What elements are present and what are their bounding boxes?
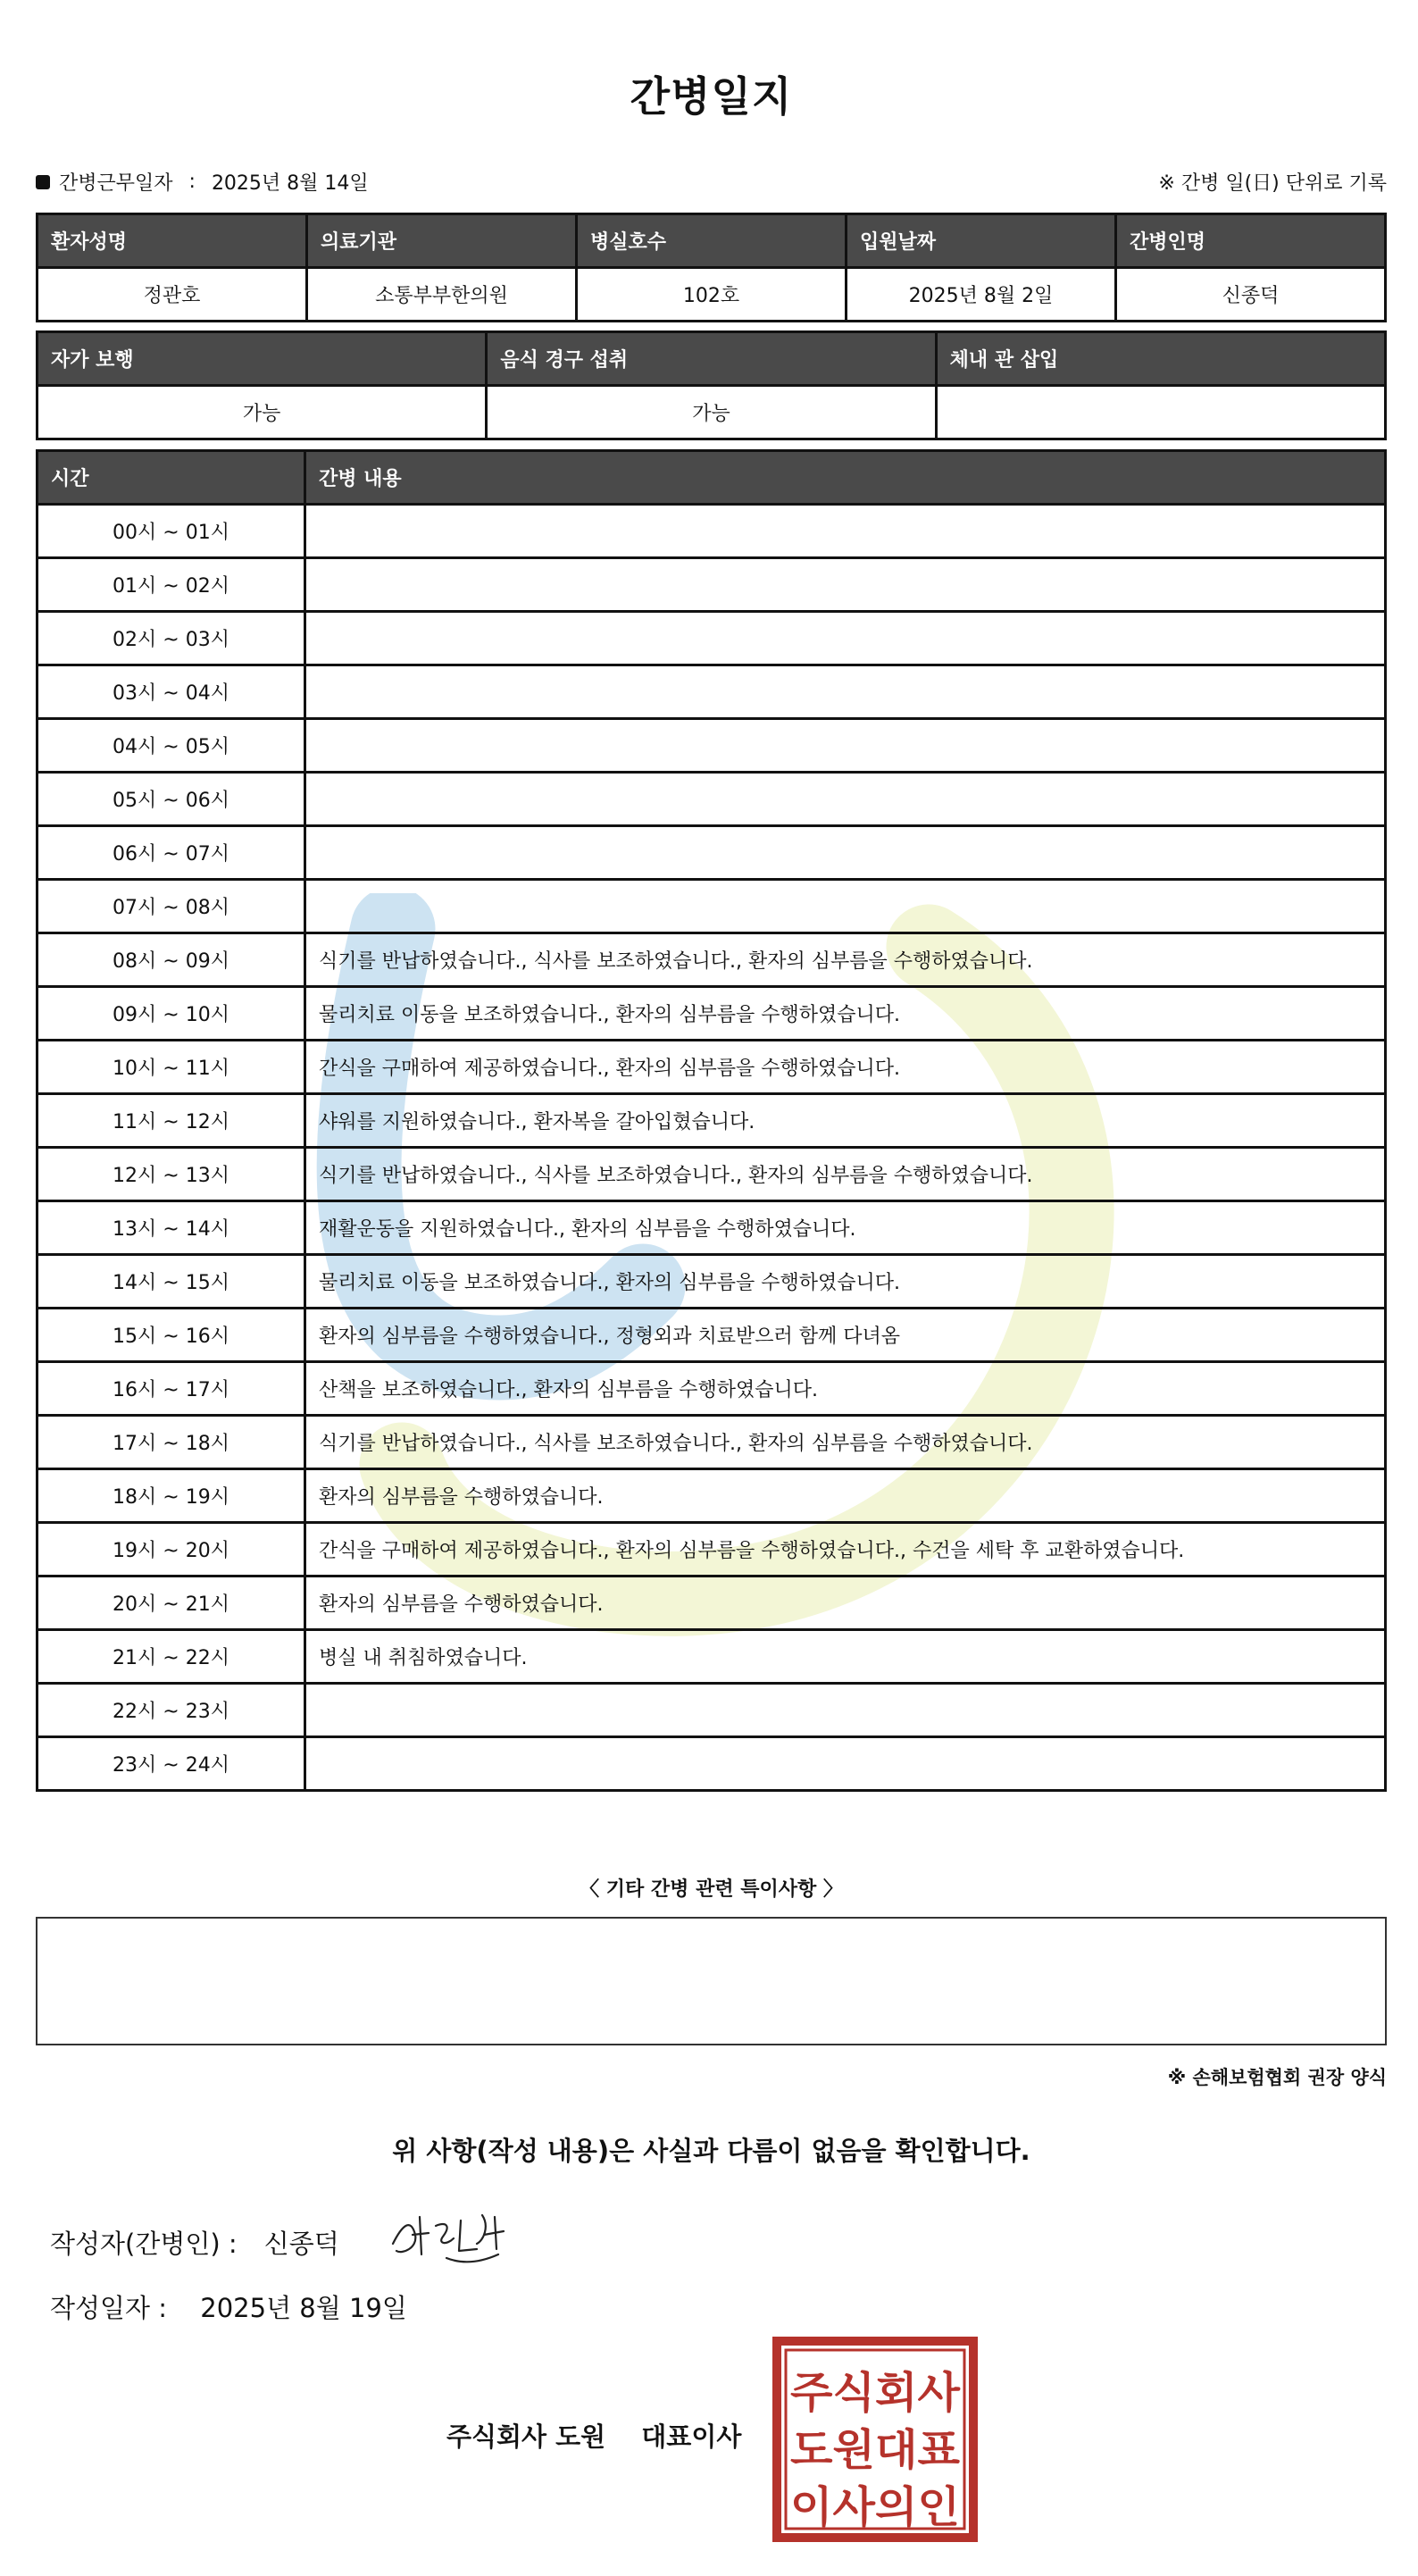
square-bullet-icon: [36, 175, 50, 189]
log-row: [38, 1469, 1386, 1523]
notes-box: [36, 1917, 1387, 2045]
patient-info-table: [36, 213, 1387, 322]
meta-row: [36, 168, 1387, 195]
writer-name: 신종덕: [263, 2229, 339, 2259]
log-content: [305, 1737, 1386, 1791]
log-content: 식기를 반납하였습니다., 식사를 보조하였습니다., 환자의 심부름을 수행하였습니다.: [305, 933, 1386, 987]
log-row: [38, 719, 1386, 773]
oral-intake-value: 가능: [487, 386, 936, 439]
log-content: 환자의 심부름을 수행하였습니다.: [305, 1577, 1386, 1630]
log-time: 02시 ~ 03시: [38, 612, 305, 665]
header-oral-intake: 음식 경구 섭취: [487, 332, 936, 386]
log-content: 환자의 심부름을 수행하였습니다., 정형외과 치료받으러 함께 다녀옴: [305, 1309, 1386, 1362]
header-time: 시간: [38, 451, 305, 505]
log-row: [38, 1523, 1386, 1577]
log-row: [38, 1309, 1386, 1362]
notes-title: 〈 기타 간병 관련 특이사항 〉: [580, 1878, 843, 1901]
log-row: [38, 1684, 1386, 1737]
log-time: 14시 ~ 15시: [38, 1255, 305, 1309]
log-content: 환자의 심부름을 수행하였습니다.: [305, 1469, 1386, 1523]
log-content: 물리치료 이동을 보조하였습니다., 환자의 심부름을 수행하였습니다.: [305, 987, 1386, 1041]
log-time: 06시 ~ 07시: [38, 826, 305, 880]
log-content: 간식을 구매하여 제공하였습니다., 환자의 심부름을 수행하였습니다., 수건을 세탁 후 교환하였습니다.: [305, 1523, 1386, 1577]
hospital-name: 소통부부한의원: [307, 268, 577, 322]
log-row: [38, 826, 1386, 880]
log-row: [38, 1148, 1386, 1201]
log-time: 10시 ~ 11시: [38, 1041, 305, 1094]
tube-insertion-value: [936, 386, 1385, 439]
patient-name: 정관호: [38, 268, 307, 322]
log-time: 11시 ~ 12시: [38, 1094, 305, 1148]
log-row: [38, 933, 1386, 987]
log-row: [38, 1630, 1386, 1684]
svg-text:주식회사: 주식회사: [790, 2368, 961, 2418]
log-content: [305, 826, 1386, 880]
self-walking-value: 가능: [38, 386, 487, 439]
log-content: 물리치료 이동을 보조하였습니다., 환자의 심부름을 수행하였습니다.: [305, 1255, 1386, 1309]
log-time: 18시 ~ 19시: [38, 1469, 305, 1523]
log-row: [38, 558, 1386, 612]
form-footnote: ※ 손해보험협회 권장 양식: [1167, 2067, 1387, 2088]
patient-status-table: [36, 330, 1387, 440]
header-tube-insertion: 체내 관 삽입: [936, 332, 1385, 386]
header-hospital: 의료기관: [307, 214, 577, 268]
log-header-row: [38, 451, 1386, 505]
work-date-value: 2025년 8월 14일: [211, 172, 369, 195]
log-time: 04시 ~ 05시: [38, 719, 305, 773]
log-row: [38, 505, 1386, 558]
caregiver-name: 신종덕: [1116, 268, 1386, 322]
log-row: [38, 987, 1386, 1041]
log-content: [305, 719, 1386, 773]
work-date-colon: :: [188, 171, 196, 193]
log-body: [38, 505, 1386, 1791]
log-row: [38, 1737, 1386, 1791]
log-time: 19시 ~ 20시: [38, 1523, 305, 1577]
log-row: [38, 773, 1386, 826]
log-content: [305, 773, 1386, 826]
log-row: [38, 880, 1386, 933]
page-title: 간병일지: [630, 72, 793, 121]
log-row: [38, 1416, 1386, 1469]
log-time: 21시 ~ 22시: [38, 1630, 305, 1684]
log-time: 22시 ~ 23시: [38, 1684, 305, 1737]
log-content: 병실 내 취침하였습니다.: [305, 1630, 1386, 1684]
log-row: [38, 1577, 1386, 1630]
status-value-row: [38, 386, 1386, 439]
confirmation-statement: 위 사항(작성 내용)은 사실과 다름이 없음을 확인합니다.: [392, 2136, 1030, 2166]
patient-info-header-row: [38, 214, 1386, 268]
log-row: [38, 1094, 1386, 1148]
status-header-row: [38, 332, 1386, 386]
header-caregiver: 간병인명: [1116, 214, 1386, 268]
room-number: 102호: [577, 268, 847, 322]
company-name: 주식회사 도원: [446, 2421, 606, 2452]
log-content: 재활운동을 지원하였습니다., 환자의 심부름을 수행하였습니다.: [305, 1201, 1386, 1255]
company-seal-stamp: [772, 2336, 979, 2543]
log-time: 12시 ~ 13시: [38, 1148, 305, 1201]
log-time: 03시 ~ 04시: [38, 665, 305, 719]
log-time: 07시 ~ 08시: [38, 880, 305, 933]
log-row: [38, 1255, 1386, 1309]
log-time: 16시 ~ 17시: [38, 1362, 305, 1416]
log-row: [38, 665, 1386, 719]
written-date-value: 2025년 8월 19일: [200, 2293, 407, 2323]
work-date-label: 간병근무일자: [59, 172, 173, 195]
admission-date: 2025년 8월 2일: [847, 268, 1116, 322]
log-row: [38, 1041, 1386, 1094]
log-time: 17시 ~ 18시: [38, 1416, 305, 1469]
company-line: [446, 2417, 741, 2454]
log-time: 09시 ~ 10시: [38, 987, 305, 1041]
log-time: 20시 ~ 21시: [38, 1577, 305, 1630]
log-content: 산책을 보조하였습니다., 환자의 심부름을 수행하였습니다.: [305, 1362, 1386, 1416]
representative-title: 대표이사: [641, 2421, 742, 2452]
log-time: 15시 ~ 16시: [38, 1309, 305, 1362]
log-content: 식기를 반납하였습니다., 식사를 보조하였습니다., 환자의 심부름을 수행하였습니다.: [305, 1148, 1386, 1201]
log-time: 08시 ~ 09시: [38, 933, 305, 987]
log-content: [305, 505, 1386, 558]
svg-text:도원대표: 도원대표: [790, 2425, 961, 2475]
written-date-label: 작성일자 :: [50, 2293, 168, 2323]
log-row: [38, 612, 1386, 665]
log-time: 01시 ~ 02시: [38, 558, 305, 612]
header-room: 병실호수: [577, 214, 847, 268]
patient-info-value-row: [38, 268, 1386, 322]
writer-label: 작성자(간병인) :: [50, 2229, 238, 2259]
header-patient-name: 환자성명: [38, 214, 307, 268]
log-content: 식기를 반납하였습니다., 식사를 보조하였습니다., 환자의 심부름을 수행하였습니다.: [305, 1416, 1386, 1469]
svg-text:이사의인: 이사의인: [790, 2482, 960, 2532]
log-content: [305, 880, 1386, 933]
log-row: [38, 1201, 1386, 1255]
log-time: 13시 ~ 14시: [38, 1201, 305, 1255]
log-content: [305, 558, 1386, 612]
header-admission-date: 입원날짜: [847, 214, 1116, 268]
log-time: 23시 ~ 24시: [38, 1737, 305, 1791]
log-content: [305, 1684, 1386, 1737]
log-time: 05시 ~ 06시: [38, 773, 305, 826]
log-row: [38, 1362, 1386, 1416]
header-care-content: 간병 내용: [305, 451, 1386, 505]
log-content: 간식을 구매하여 제공하였습니다., 환자의 심부름을 수행하였습니다.: [305, 1041, 1386, 1094]
log-time: 00시 ~ 01시: [38, 505, 305, 558]
writer-line: [50, 2224, 339, 2261]
record-unit-note: ※ 간병 일(日) 단위로 기록: [1158, 172, 1387, 195]
handwritten-signature: [384, 2199, 518, 2271]
header-self-walking: 자가 보행: [38, 332, 487, 386]
log-content: [305, 612, 1386, 665]
log-content: [305, 665, 1386, 719]
written-date-line: [50, 2288, 407, 2325]
work-date: [36, 168, 369, 196]
hourly-log-table: [36, 449, 1387, 1792]
log-content: 샤워를 지원하였습니다., 환자복을 갈아입혔습니다.: [305, 1094, 1386, 1148]
